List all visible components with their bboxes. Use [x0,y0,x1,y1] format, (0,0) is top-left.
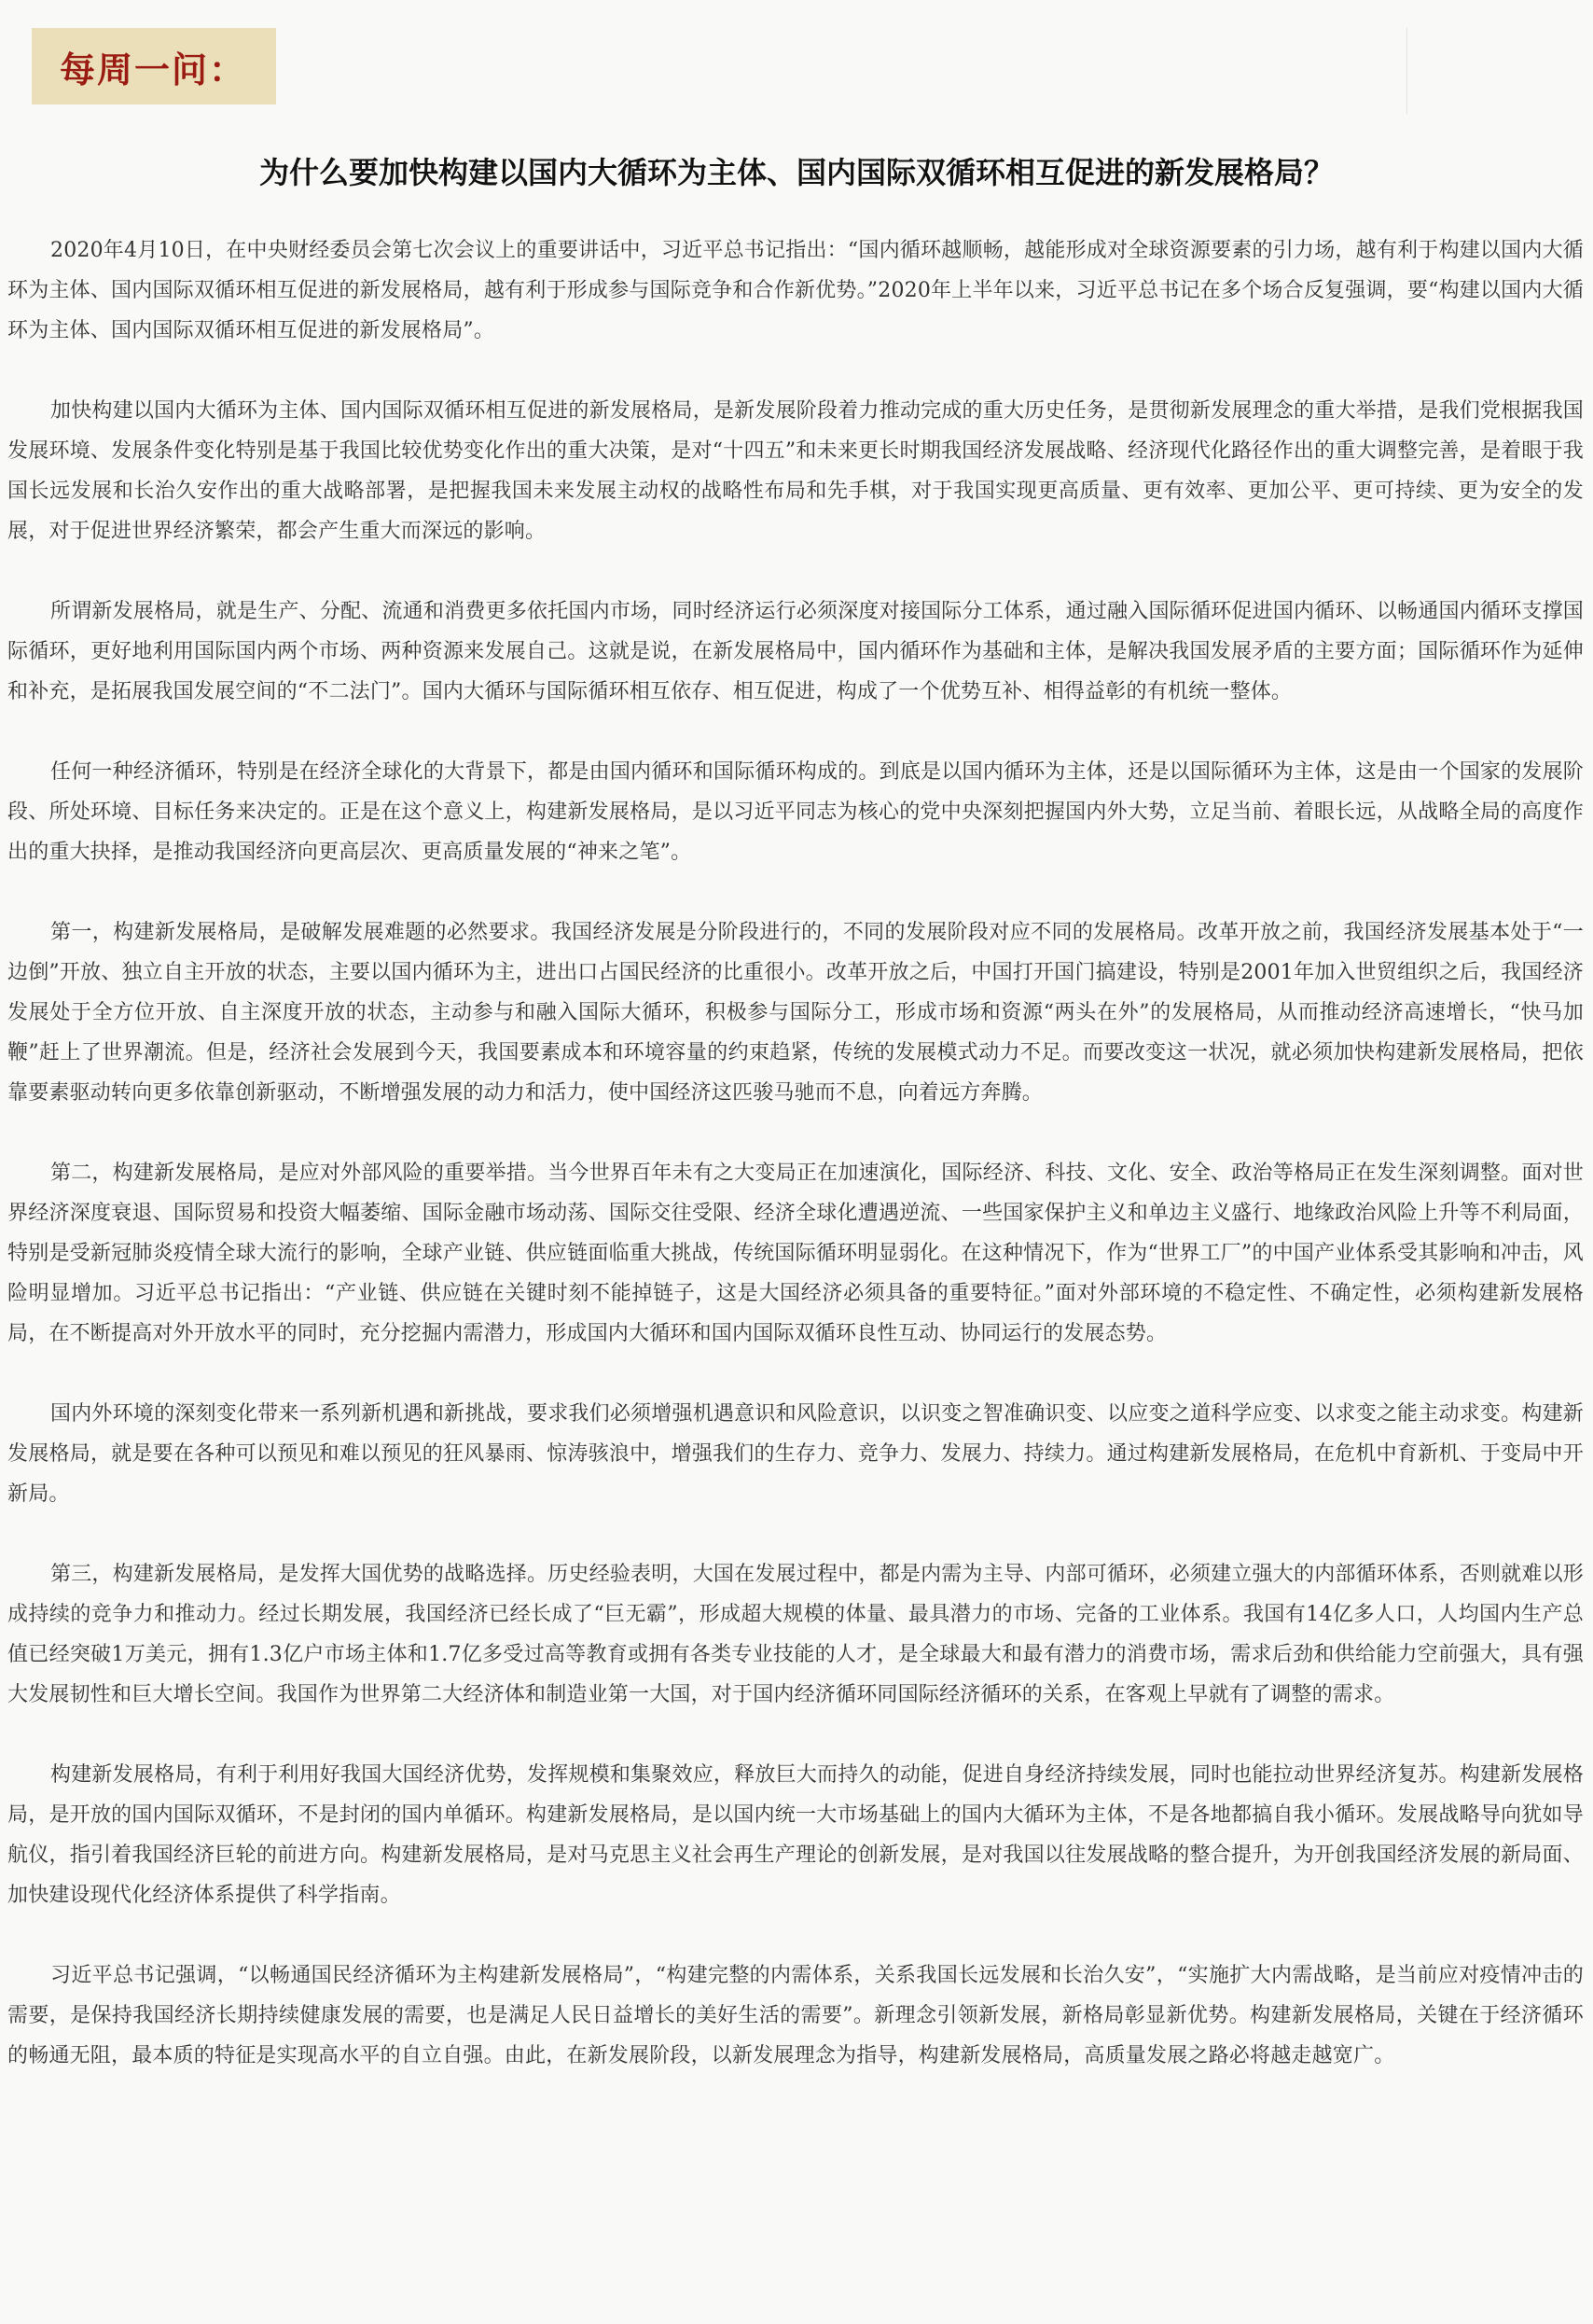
weekly-question-label: 每周一问： [60,49,247,90]
paragraph: 任何一种经济循环，特别是在经济全球化的大背景下，都是由国内循环和国际循环构成的。到底是以国内循环为主体，还是以国际循环为主体，这是由一个国家的发展阶段、所处环境、目标任务来决定的。正是在这个意义上，构建新发展格局，是以习近平同志为核心的党中央深刻把握国内外大势，立足当前、着眼长远，从战略全局的高度作出的重大抉择，是推动我国经济向更高层次、更高质量发展的“神来之笔”。 [7,760,1584,864]
paragraph: 第二，构建新发展格局，是应对外部风险的重要举措。当今世界百年未有之大变局正在加速演化，国际经济、科技、文化、安全、政治等格局正在发生深刻调整。面对世界经济深度衰退、国际贸易和投资大幅萎缩、国际金融市场动荡、国际交往受限、经济全球化遭遇逆流、一些国家保护主义和单边主义盛行、地缘政治风险上升等不利局面，特别是受新冠肺炎疫情全球大流行的影响，全球产业链、供应链面临重大挑战，传统国际循环明显弱化。在这种情况下，作为“世界工厂”的中国产业体系受其影响和冲击，风险明显增加。习近平总书记指出：“产业链、供应链在关键时刻不能掉链子，这是大国经济必须具备的重要特征。”面对外部环境的不稳定性、不确定性，必须构建新发展格局，在不断提高对外开放水平的同时，充分挖掘内需潜力，形成国内大循环和国内国际双循环良性互动、协同运行的发展态势。 [7,1162,1584,1345]
paragraph: 加快构建以国内大循环为主体、国内国际双循环相互促进的新发展格局，是新发展阶段着力推动完成的重大历史任务，是贯彻新发展理念的重大举措，是我们党根据我国发展环境、发展条件变化特别是基于我国比较优势变化作出的重大决策，是对“十四五”和未来更长时期我国经济发展战略、经济现代化路径作出的重大调整完善，是着眼于我国长远发展和长治久安作出的重大战略部署，是把握我国未来发展主动权的战略性布局和先手棋，对于我国实现更高质量、更有效率、更加公平、更可持续、更为安全的发展，对于促进世界经济繁荣，都会产生重大而深远的影响。 [7,399,1584,543]
paragraph: 所谓新发展格局，就是生产、分配、流通和消费更多依托国内市场，同时经济运行必须深度对接国际分工体系，通过融入国际循环促进国内循环、以畅通国内循环支撑国际循环，更好地利用国际国内两个市场、两种资源来发展自己。这就是说，在新发展格局中，国内循环作为基础和主体，是解决我国发展矛盾的主要方面；国际循环作为延伸和补充，是拓展我国发展空间的“不二法门”。国内大循环与国际循环相互依存、相互促进，构成了一个优势互补、相得益彰的有机统一整体。 [7,600,1584,703]
paragraph: 第三，构建新发展格局，是发挥大国优势的战略选择。历史经验表明，大国在发展过程中，都是内需为主导、内部可循环，必须建立强大的内部循环体系，否则就难以形成持续的竞争力和推动力。经过长期发展，我国经济已经长成了“巨无霸”，形成超大规模的体量、最具潜力的市场、完备的工业体系。我国有14亿多人口，人均国内生产总值已经突破1万美元，拥有1.3亿户市场主体和1.7亿多受过高等教育或拥有各类专业技能的人才，是全球最大和最有潜力的消费市场，需求后劲和供给能力空前强大，具有强大发展韧性和巨大增长空间。我国作为世界第二大经济体和制造业第一大国，对于国内经济循环同国际经济循环的关系，在客观上早就有了调整的需求。 [7,1563,1584,1706]
article-title: 为什么要加快构建以国内大循环为主体、国内国际双循环相互促进的新发展格局？ [258,155,1334,191]
header-divider [1406,28,1407,114]
paragraph: 2020年4月10日，在中央财经委员会第七次会议上的重要讲话中，习近平总书记指出：“国内循环越顺畅，越能形成对全球资源要素的引力场，越有利于构建以国内大循环为主体、国内国际双循环相互促进的新发展格局，越有利于形成参与国际竞争和合作新优势。”2020年上半年以来，习近平总书记在多个场合反复强调，要“构建以国内大循环为主体、国内国际双循环相互促进的新发展格局”。 [7,239,1584,342]
paragraph: 构建新发展格局，有利于利用好我国大国经济优势，发挥规模和集聚效应，释放巨大而持久的动能，促进自身经济持续发展，同时也能拉动世界经济复苏。构建新发展格局，是开放的国内国际双循环，不是封闭的国内单循环。构建新发展格局，是以国内统一大市场基础上的国内大循环为主体，不是各地都搞自我小循环。发展战略导向犹如导航仪，指引着我国经济巨轮的前进方向。构建新发展格局，是对马克思主义社会再生产理论的创新发展，是对我国以往发展战略的整合提升，为开创我国经济发展的新局面、加快建设现代化经济体系提供了科学指南。 [7,1763,1584,1907]
paragraph: 国内外环境的深刻变化带来一系列新机遇和新挑战，要求我们必须增强机遇意识和风险意识，以识变之智准确识变、以应变之道科学应变、以求变之能主动求变。构建新发展格局，就是要在各种可以预见和难以预见的狂风暴雨、惊涛骇浪中，增强我们的生存力、竞争力、发展力、持续力。通过构建新发展格局，在危机中育新机、于变局中开新局。 [7,1402,1584,1506]
paragraph: 习近平总书记强调，“以畅通国民经济循环为主构建新发展格局”，“构建完整的内需体系，关系我国长远发展和长治久安”，“实施扩大内需战略，是当前应对疫情冲击的需要，是保持我国经济长期持续健康发展的需要，也是满足人民日益增长的美好生活的需要”。新理念引领新发展，新格局彰显新优势。构建新发展格局，关键在于经济循环的畅通无阻，最本质的特征是实现高水平的自立自强。由此，在新发展阶段，以新发展理念为指导，构建新发展格局，高质量发展之路必将越走越宽广。 [7,1964,1584,2067]
paragraph: 第一，构建新发展格局，是破解发展难题的必然要求。我国经济发展是分阶段进行的，不同的发展阶段对应不同的发展格局。改革开放之前，我国经济发展基本处于“一边倒”开放、独立自主开放的状态，主要以国内循环为主，进出口占国民经济的比重很小。改革开放之后，中国打开国门搞建设，特别是2001年加入世贸组织之后，我国经济发展处于全方位开放、自主深度开放的状态，主动参与和融入国际大循环，积极参与国际分工，形成市场和资源“两头在外”的发展格局，从而推动经济高速增长，“快马加鞭”赶上了世界潮流。但是，经济社会发展到今天，我国要素成本和环境容量的约束趋紧，传统的发展模式动力不足。而要改变这一状况，就必须加快构建新发展格局，把依靠要素驱动转向更多依靠创新驱动，不断增强发展的动力和活力，使中国经济这匹骏马驰而不息，向着远方奔腾。 [7,921,1584,1105]
article-body [7,230,1584,2116]
weekly-question-tag [32,28,276,104]
